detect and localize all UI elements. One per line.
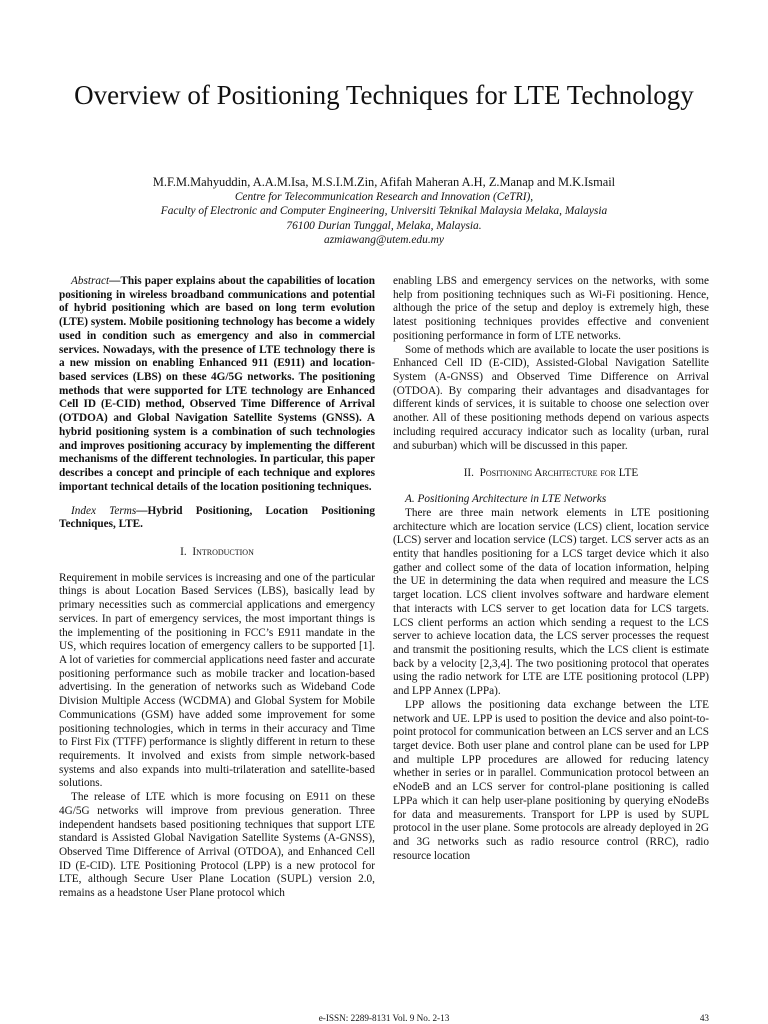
affiliation-line: Faculty of Electronic and Computer Engineering, Universiti Teknikal Malaysia Melaka, Malaysia bbox=[160, 205, 608, 218]
body-paragraph: There are three main network elements in LTE positioning architecture which are location service (LCS) client, location service (LCS) server and location service (LCS) target. LCS server acts as an entity that handles positioning for a LCS target device which it also gather and collect some of the data of location information, helping the UE in determining the data when required and measure the LCS target location. LCS client involves software and hardware element that interacts with LCS server to get location data for LCS targets. LCS client performs an action which sending a request to the LCS server to achieve location data, the LCS server processes the request and transmit the positioning results, which the LCS client is estimate back by a velocity [2,3,4]. The two positioning protocol that operates using the radio network for LTE are LTE positioning protocol (LPP) and LPP Annex (LPPa). bbox=[393, 506, 709, 698]
author-email: azmiawang@utem.edu.my bbox=[324, 233, 444, 246]
affiliation-block bbox=[40, 190, 728, 247]
index-terms-text: —Hybrid Positioning, Location Positioning Techniques, LTE. bbox=[59, 504, 375, 531]
left-column bbox=[59, 275, 375, 901]
section-title: Positioning Architecture for LTE bbox=[479, 467, 639, 480]
body-paragraph: The release of LTE which is more focusing on E911 on these 4G/5G networks will improve from previous generation. Three independent handsets based positioning techniques that support LTE standard is Assisted Global Navigation Satellite Systems (A-GNSS), Observed Time Difference of Arrival (OTDOA), and Enhanced Cell ID (E-CID). LTE Positioning Protocol (LPP) is a new protocol for LTE, although Secure User Plane Location (SUPL) version 2.0, remains as a headstone User Plane protocol which bbox=[59, 791, 375, 900]
abstract-text: —This paper explains about the capabilities of location positioning in wireless broadband communications and potential of hybrid positioning which are based on long term evolution (LTE) system. Mobile positioning technology has become a widely used in condition such as emergency and also in commercial services. Nowadays, with the presence of LTE technology there is a new mission on enabling Enhanced 911 (E911) and location-based services (LBS) on these 4G/5G networks. The positioning methods that were supported for LTE technology are Enhanced Cell ID (E-CID) method, Observed Time Difference of Arrival (OTDOA) and Global Navigation Satellite Systems (GNSS). A hybrid positioning system is a combination of such technologies and improves positioning accuracy by implementing the different mechanisms of the different technologies. In particular, this paper describes a concept and principle of each technique and explores important technical details of the location positioning techniques. bbox=[59, 275, 375, 493]
right-column bbox=[393, 275, 709, 863]
section-heading-architecture bbox=[393, 467, 709, 481]
abstract-lead: Abstract bbox=[71, 275, 110, 287]
body-paragraph: Requirement in mobile services is increasing and one of the particular things is about Location Based Services (LBS), basically lead by primary necessities such as commercial applications and emergency services. In part of emergency services, the most important things is the implementing of the positioning in FCC’s E911 mandate in the US, which requires location of emergency callers to be supported [1]. A lot of varieties for commercial applications need faster and accurate positioning performance such as mobile tracker and location-based advertising. In the generation of networks such as Wideband Code Division Multiple Access (WCDMA) and Global System for Mobile Communications (GSM) have added some improvement for some positioning technologies, which in terms in their accuracy and Time to First Fix (TTFF) performance is slightly different in return to these requirements. It involved and exists from simple network-based systems and also expands into multi-trilateration and satellite-based solutions. bbox=[59, 571, 375, 790]
affiliation-line: 76100 Durian Tunggal, Melaka, Malaysia. bbox=[286, 219, 482, 232]
affiliation-line: Centre for Telecommunication Research and Innovation (CeTRI), bbox=[234, 191, 534, 203]
author-list: M.F.M.Mahyuddin, A.A.M.Isa, M.S.I.M.Zin, Afifah Maheran A.H, Z.Manap and M.K.Ismail bbox=[152, 175, 616, 189]
body-paragraph: Some of methods which are available to locate the user positions is Enhanced Cell ID (E-CID), Assisted-Global Navigation Satellite System (A-GNSS) and Observed Time Difference on Arrival (OTDOA). By comparing their advantages and disadvantages for different kinds of services, it is suitable to choose one selection over another. All of these positioning methods depend on various aspects including required accuracy indicator such as locality (urban, rural and suburban) which will be discussed in this paper. bbox=[393, 343, 709, 452]
body-paragraph: enabling LBS and emergency services on the networks, with some help from positioning techniques such as Wi-Fi positioning. Hence, although the price of the setup and deploy is extremely high, these latest positioning techniques provides effective and convenient positioning performance in form of LTE networks. bbox=[393, 275, 709, 342]
index-terms-lead: Index Terms bbox=[71, 504, 137, 517]
footer-issn: e-ISSN: 2289-8131 Vol. 9 No. 2-13 bbox=[318, 1013, 450, 1023]
body-paragraph: LPP allows the positioning data exchange between the LTE network and UE. LPP is used to position the device and also point-to-point protocol for communication between an LCS server and an LCS target device. Both user plane and control plane can be used for LPP and multiple LPP procedures are allowed for reducing latency whether in series or in parallel. Communication protocol between an eNodeB and an LCS server for control-plane positioning is called LPPa which it can help user-plane positioning by querying eNodeBs for data and measurements. Transport for LPP is used by SUPL protocol in the user plane. Some protocols are already deployed in 2G and 3G networks such as radio resource control (RRC), radio resource location bbox=[393, 698, 709, 862]
index-terms bbox=[59, 505, 375, 532]
page-number: 43 bbox=[699, 1013, 709, 1023]
abstract bbox=[59, 275, 375, 495]
section-number: II. bbox=[463, 467, 474, 480]
section-title: Introduction bbox=[192, 545, 254, 558]
paper-title: Overview of Positioning Techniques for LTE Technology bbox=[74, 80, 694, 110]
section-number: I. bbox=[180, 545, 187, 558]
subsection-heading: A. Positioning Architecture in LTE Networks bbox=[405, 493, 607, 506]
section-heading-introduction bbox=[59, 546, 375, 560]
